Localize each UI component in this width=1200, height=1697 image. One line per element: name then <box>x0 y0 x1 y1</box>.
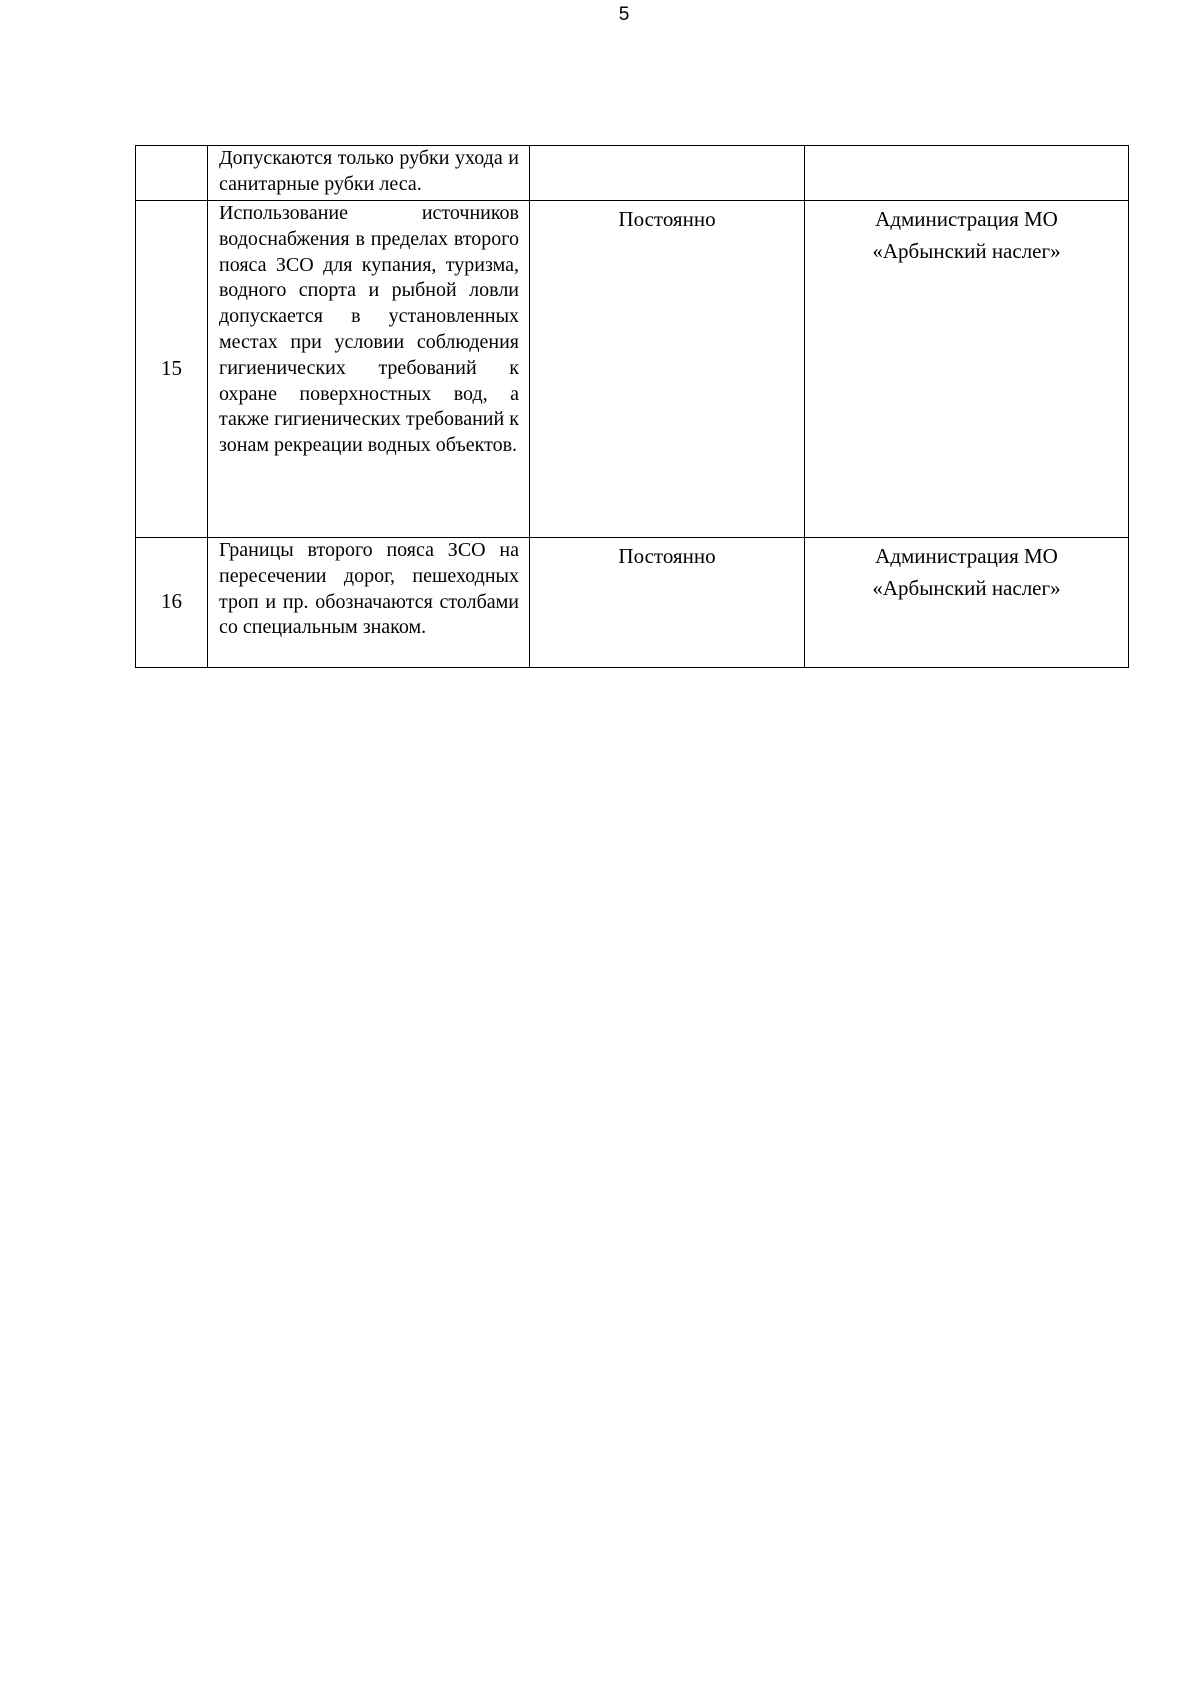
table-row <box>136 201 1129 538</box>
row-number: 15 <box>161 355 182 380</box>
row-number: 16 <box>161 589 182 614</box>
table-row <box>136 538 1129 668</box>
responsible-line-1: Администрация МО <box>875 207 1058 231</box>
period-text: Постоянно <box>618 207 716 231</box>
measures-table <box>135 145 1129 668</box>
row-number-cell <box>136 201 208 538</box>
responsible-line-2: «Арбынский наслег» <box>872 239 1061 263</box>
responsible-cell <box>805 201 1129 538</box>
measure-text-cell <box>208 538 530 668</box>
period-cell <box>530 538 805 668</box>
responsible-cell <box>805 538 1129 668</box>
responsible-line-1: Администрация МО <box>875 544 1058 568</box>
period-cell <box>530 146 805 201</box>
page-number: 5 <box>618 4 630 25</box>
period-cell <box>530 201 805 538</box>
row-number-cell <box>136 538 208 668</box>
measure-text: Использование источников водоснабжения в пределах второго пояса ЗСО для купания, туризма, водного спорта и рыбной ловли допускается в установленных местах при условии соблюдения гигиенических требований к охране поверхностных вод, а также гигиенических требований к зонам рекреации водных объектов. <box>219 202 519 457</box>
measure-text: Границы второго пояса ЗСО на пересечении дорог, пешеходных троп и пр. обозначаются столбами со специальным знаком. <box>219 539 519 639</box>
measure-text: Допускаются только рубки ухода и санитарные рубки леса. <box>219 147 519 195</box>
row-number-cell <box>136 146 208 201</box>
measure-text-cell <box>208 201 530 538</box>
table-row <box>136 146 1129 201</box>
responsible-line-2: «Арбынский наслег» <box>872 576 1061 600</box>
period-text: Постоянно <box>618 544 716 568</box>
responsible-cell <box>805 146 1129 201</box>
measure-text-cell <box>208 146 530 201</box>
